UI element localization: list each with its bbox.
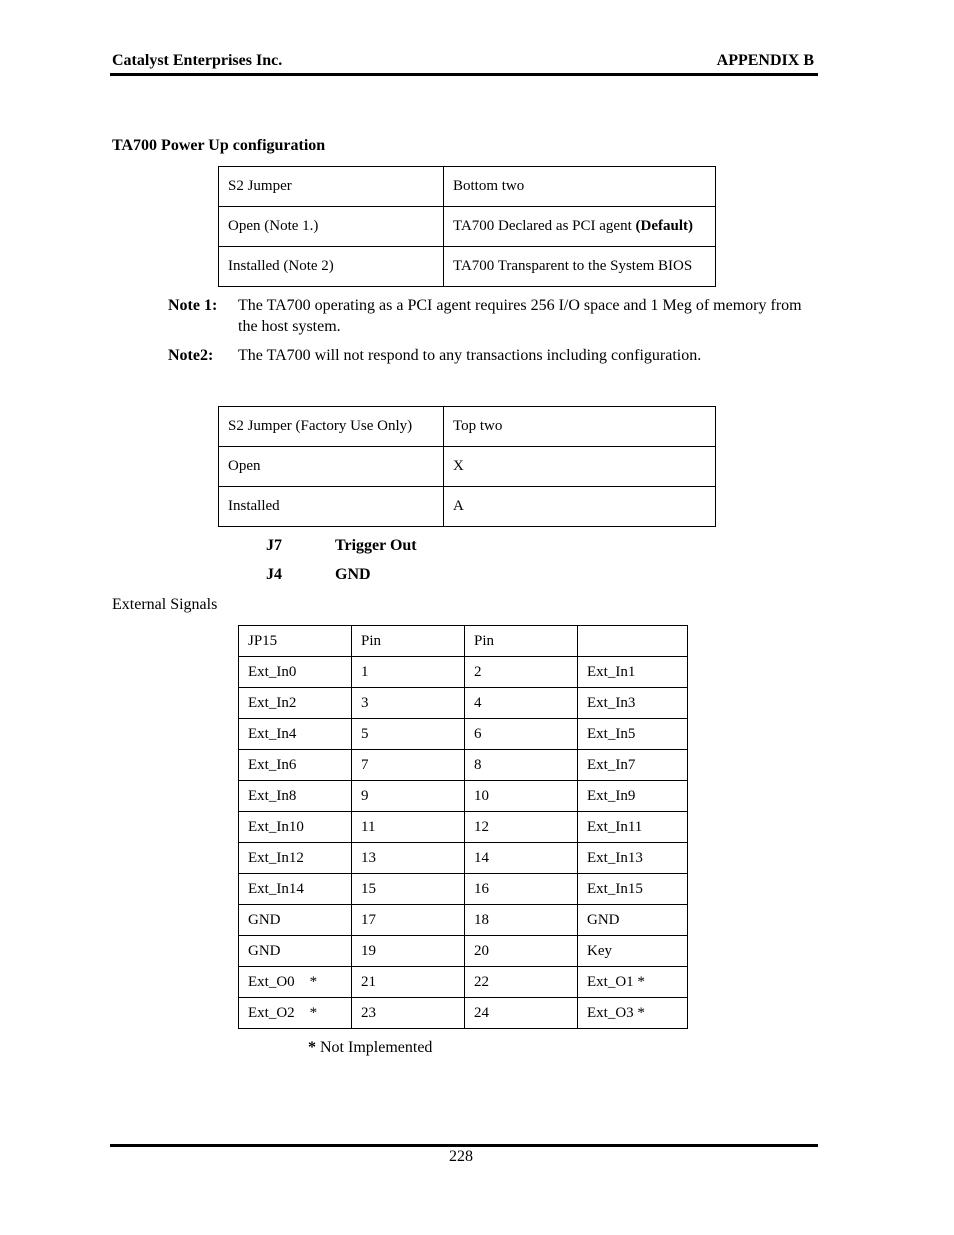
table-row — [239, 998, 688, 1029]
table-row — [239, 843, 688, 874]
table-cell: Top two — [444, 407, 716, 447]
table-cell: S2 Jumper (Factory Use Only) — [219, 407, 444, 447]
note-2-label: Note2: — [168, 347, 214, 364]
table-cell: Ext_In7 — [578, 750, 688, 781]
table-row — [239, 688, 688, 719]
table-header-cell: Pin — [352, 626, 465, 657]
s2-jumper-table — [218, 166, 716, 287]
table-cell: Ext_In10 — [239, 812, 352, 843]
table-cell: 2 — [465, 657, 578, 688]
header-section: APPENDIX B — [716, 52, 814, 69]
table-cell: 18 — [465, 905, 578, 936]
table-cell: GND — [239, 936, 352, 967]
table-cell: Ext_In9 — [578, 781, 688, 812]
table-row — [219, 487, 716, 527]
table-cell: 17 — [352, 905, 465, 936]
table-header-cell — [578, 626, 688, 657]
table-cell: Ext_O2 * — [239, 998, 352, 1029]
table-row — [239, 812, 688, 843]
table-row — [239, 936, 688, 967]
footnote-star: * — [308, 1039, 316, 1056]
table-row — [239, 905, 688, 936]
table-cell: 21 — [352, 967, 465, 998]
table-cell: Ext_In1 — [578, 657, 688, 688]
table-row — [219, 447, 716, 487]
table-cell: Open (Note 1.) — [219, 207, 444, 247]
table-cell — [444, 207, 716, 247]
table-header-cell: JP15 — [239, 626, 352, 657]
table-cell: 8 — [465, 750, 578, 781]
table-cell: 20 — [465, 936, 578, 967]
table-cell: Installed (Note 2) — [219, 247, 444, 287]
table-row — [219, 167, 716, 207]
table-cell: Ext_In15 — [578, 874, 688, 905]
table-cell: 5 — [352, 719, 465, 750]
table-cell: 16 — [465, 874, 578, 905]
footer-rule — [110, 1144, 818, 1147]
table-cell: 22 — [465, 967, 578, 998]
table-cell: A — [444, 487, 716, 527]
note-1-label: Note 1: — [168, 297, 218, 314]
factory-jumper-table — [218, 406, 716, 527]
table-cell: Ext_In12 — [239, 843, 352, 874]
table-row — [219, 207, 716, 247]
table-cell: 15 — [352, 874, 465, 905]
footnote-text: Not Implemented — [316, 1039, 433, 1056]
table-cell: Installed — [219, 487, 444, 527]
jumper-j4-label: GND — [335, 566, 371, 583]
table-cell: Ext_In6 — [239, 750, 352, 781]
jumper-j7-id: J7 — [266, 537, 282, 554]
table-cell: Ext_In13 — [578, 843, 688, 874]
table-row — [219, 247, 716, 287]
table-cell: Ext_In8 — [239, 781, 352, 812]
table-cell: 23 — [352, 998, 465, 1029]
header-company: Catalyst Enterprises Inc. — [112, 52, 283, 69]
section-title: TA700 Power Up configuration — [112, 137, 326, 154]
external-signals-title: External Signals — [112, 596, 218, 613]
table-row — [239, 750, 688, 781]
table-cell: Ext_In14 — [239, 874, 352, 905]
table-cell: GND — [578, 905, 688, 936]
table-cell: Ext_In0 — [239, 657, 352, 688]
note-1-text: The TA700 operating as a PCI agent requires 256 I/O space and 1 Meg of memory from the host system. — [238, 297, 802, 335]
table-cell: S2 Jumper — [219, 167, 444, 207]
table-cell: 1 — [352, 657, 465, 688]
table-row — [239, 874, 688, 905]
jp15-pinout-table — [238, 625, 688, 1029]
table-cell: Ext_O0 * — [239, 967, 352, 998]
jumper-j4-id: J4 — [266, 566, 282, 583]
cell-text: TA700 Declared as PCI agent — [453, 218, 632, 234]
note-2-text: The TA700 will not respond to any transactions including configuration. — [238, 347, 702, 364]
table-cell: Ext_In4 — [239, 719, 352, 750]
page-number: 228 — [449, 1148, 473, 1165]
default-tag: (Default) — [635, 218, 693, 234]
table-header-row — [239, 626, 688, 657]
jumper-j7-label: Trigger Out — [335, 537, 417, 554]
table-cell: 3 — [352, 688, 465, 719]
table-row — [239, 967, 688, 998]
table-row — [239, 719, 688, 750]
table-cell: Ext_In3 — [578, 688, 688, 719]
table-cell: Ext_O1 * — [578, 967, 688, 998]
header-rule — [110, 73, 818, 76]
table-cell: Ext_O3 * — [578, 998, 688, 1029]
table-cell: X — [444, 447, 716, 487]
table-cell: 9 — [352, 781, 465, 812]
table-cell: Open — [219, 447, 444, 487]
table-cell: 11 — [352, 812, 465, 843]
table-cell: 12 — [465, 812, 578, 843]
table-cell: 7 — [352, 750, 465, 781]
footnote — [308, 1037, 432, 1058]
table-cell: 6 — [465, 719, 578, 750]
table-row — [219, 407, 716, 447]
table-cell: 24 — [465, 998, 578, 1029]
table-cell: 14 — [465, 843, 578, 874]
table-cell: Ext_In5 — [578, 719, 688, 750]
table-row — [239, 781, 688, 812]
table-cell: TA700 Transparent to the System BIOS — [444, 247, 716, 287]
table-cell: 19 — [352, 936, 465, 967]
table-cell: Bottom two — [444, 167, 716, 207]
table-row — [239, 657, 688, 688]
table-cell: Key — [578, 936, 688, 967]
table-cell: 13 — [352, 843, 465, 874]
table-header-cell: Pin — [465, 626, 578, 657]
table-cell: 10 — [465, 781, 578, 812]
table-cell: 4 — [465, 688, 578, 719]
table-cell: Ext_In2 — [239, 688, 352, 719]
table-cell: Ext_In11 — [578, 812, 688, 843]
table-cell: GND — [239, 905, 352, 936]
